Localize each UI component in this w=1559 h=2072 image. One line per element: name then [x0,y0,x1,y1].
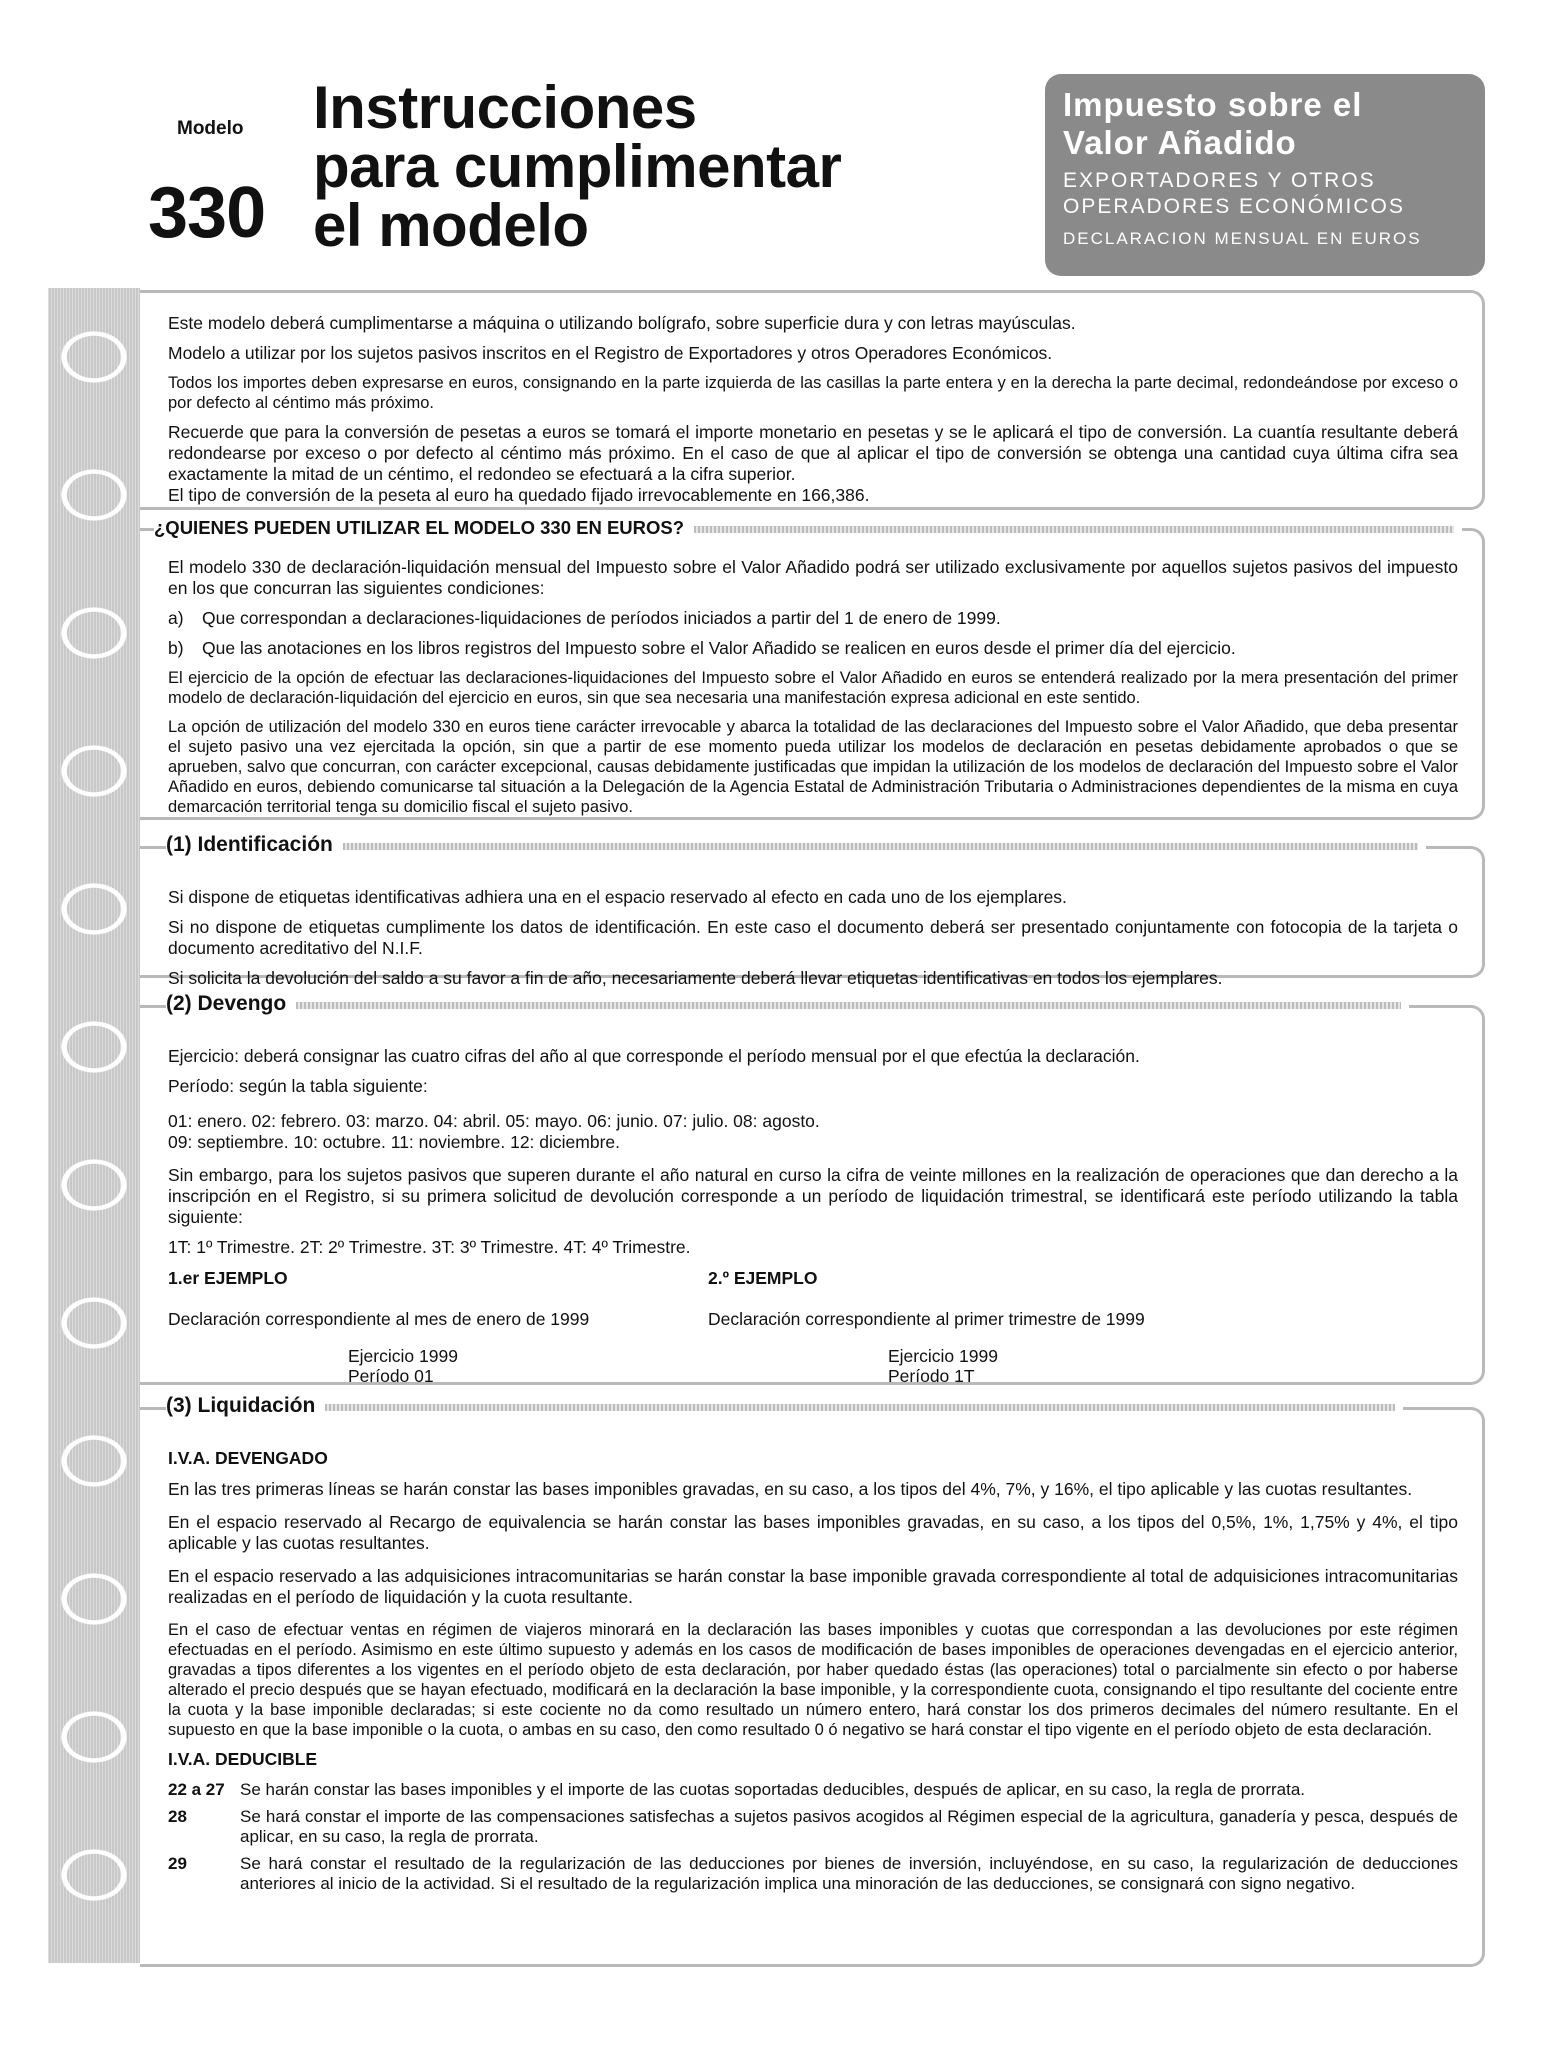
body-paragraph: Si no dispone de etiquetas cumplimente los datos de identificación. En este caso el documento deberá ser presentado conjuntamente con fotocopia de la tarjeta o documento acreditativo del N.I.F. [168,917,1458,958]
body-paragraph: En las tres primeras líneas se harán constar las bases imponibles gravadas, en su caso, a los tipos del 4%, 7%, y 16%, el tipo aplicable y las cuotas resultantes. [168,1479,1413,1499]
section-header [154,512,1462,544]
body-paragraph: La opción de utilización del modelo 330 en euros tiene carácter irrevocable y abarca la totalidad de las declaraciones del Impuesto sobre el Valor Añadido, que deba presentar el sujeto pasivo una vez ejercitada la opción, sin que a partir de ese momento pueda utilizar los modelos de declaración en pesetas debidamente aprobados o que se aprueben, salvo que concurran, con carácter excepcional, causas debidamente justificadas que impidan la utilización de los modelos de declaración del Impuesto sobre el Valor Añadido en euros, debiendo comunicarse tal situación a la Delegación de la Agencia Estatal de Administración Tributaria o Administraciones dependientes de la misma en cuya demarcación territorial tenga su domicilio fiscal el sujeto pasivo. [168,718,1458,816]
intro-section [140,290,1485,510]
quarter-codes: 1T: 1º Trimestre. 2T: 2º Trimestre. 3T: 3º Trimestre. 4T: 4º Trimestre. [168,1237,691,1257]
example-value: Ejercicio 1999 [348,1346,458,1366]
section-header [166,988,1409,1020]
title-line-1: Instrucciones [313,74,697,141]
subsection-title: I.V.A. DEDUCIBLE [168,1749,318,1769]
month-codes: 01: enero. 02: febrero. 03: marzo. 04: abril. 05: mayo. 06: junio. 07: julio. 08: agosto. [168,1111,820,1131]
examples [168,1268,1458,1386]
section-title: (2) Devengo [166,992,287,1015]
body-paragraph: En el espacio reservado al Recargo de equivalencia se harán constar las bases imponibles gravadas, en su caso, a los tipos del 0,5%, 1%, 1,75% y 4%, el tipo aplicable y las cuotas resultantes. [168,1512,1458,1553]
example-title: 1.er EJEMPLO [168,1268,288,1288]
tax-scope-line-2: OPERADORES ECONÓMICOS [1063,195,1405,218]
example-value: Ejercicio 1999 [888,1346,998,1366]
page-title [313,74,842,259]
modelo-number: 330 [148,173,266,253]
liquidacion-section [140,1394,1485,1967]
identificacion-section [140,833,1485,988]
box-instruction: 22 a 27 Se harán constar las bases imponibles y el importe de las cuotas soportadas deducibles, después de aplicar, en su caso, la regla de prorrata. [168,1780,1306,1799]
body-paragraph: Ejercicio: deberá consignar las cuatro cifras del año al que corresponde el período mensual por el que efectúa la declaración. [168,1046,1140,1066]
example-description: Declaración correspondiente al mes de enero de 1999 [168,1309,590,1329]
intro-paragraph: Todos los importes deben expresarse en euros, consignando en la parte izquierda de las casillas la parte entera y en la derecha la parte decimal, redondeándose por exceso o por defecto al céntimo más próximo. [168,374,1458,412]
section-title: (3) Liquidación [166,1394,316,1417]
tax-scope-line-1: EXPORTADORES Y OTROS [1063,169,1376,192]
title-line-3: el modelo [313,192,589,259]
section-title: (1) Identificación [166,833,333,856]
header-rule [296,1002,1401,1009]
body-paragraph: Si dispone de etiquetas identificativas adhiera una en el espacio reservado al efecto en cada uno de los ejemplares. [168,887,1067,907]
section-title: ¿QUIENES PUEDEN UTILIZAR EL MODELO 330 EN EUROS? [154,517,685,538]
section-header [166,1390,1403,1422]
devengo-section [140,992,1485,1386]
body-paragraph: Período: según la tabla siguiente: [168,1076,428,1096]
intro-paragraph: Este modelo deberá cumplimentarse a máquina o utilizando bolígrafo, sobre superficie dura y con letras mayúsculas. [168,313,1076,333]
intro-paragraph: Modelo a utilizar por los sujetos pasivos inscritos en el Registro de Exportadores y otros Operadores Económicos. [168,343,1053,363]
tax-declaration-type: DECLARACION MENSUAL EN EUROS [1063,229,1422,248]
month-codes: 09: septiembre. 10: octubre. 11: noviembre. 12: diciembre. [168,1132,621,1152]
body-paragraph: El ejercicio de la opción de efectuar las declaraciones-liquidaciones del Impuesto sobre el Valor Añadido en euros se entenderá realizado por la mera presentación del primer modelo de declaración-liquidación del ejercicio en euros, sin que sea necesaria una manifestación expresa adicional en este sentido. [168,669,1458,707]
body-paragraph: En el espacio reservado a las adquisiciones intracomunitarias se harán constar la base imponible gravada correspondiente al total de adquisiciones intracomunitarias realizadas en el período de liquidación y la cuota resultante. [168,1566,1458,1607]
section-header [166,829,1426,861]
tax-info-box [1045,74,1485,276]
header-rule [325,1404,1395,1411]
subsection-title: I.V.A. DEVENGADO [168,1448,328,1468]
condition-item: b) Que las anotaciones en los libros registros del Impuesto sobre el Valor Añadido se realicen en euros desde el primer día del ejercicio. [168,638,1236,658]
body-paragraph: El modelo 330 de declaración-liquidación mensual del Impuesto sobre el Valor Añadido podrá ser utilizado exclusivamente por aquellos sujetos pasivos del impuesto en los que concurran las siguientes condiciones: [168,557,1458,598]
decorative-pattern-strip [48,288,140,1963]
quienes-section [140,517,1485,820]
title-line-2: para cumplimentar [313,133,842,200]
example-value: Período 01 [348,1366,434,1386]
header-rule [694,526,1454,533]
example-1 [168,1268,708,1386]
box-instruction: 28 Se hará constar el importe de las compensaciones satisfechas a sujetos pasivos acogidos al Régimen especial de la agricultura, ganadería y pesca, después de aplicar, en su caso, la regla de prorrata. [168,1807,1458,1846]
box-instruction: 29 Se hará constar el resultado de la regularización de las deducciones por bienes de inversión, incluyéndose, en su caso, la regularización de deducciones anteriores al inicio de la actividad. Si el resultado de la regularización implica una minoración de las deducciones, se consignará con signo negativo. [168,1854,1458,1893]
modelo-label: Modelo [177,118,244,139]
intro-paragraph: El tipo de conversión de la peseta al euro ha quedado fijado irrevocablemente en 166,386. [168,485,870,505]
condition-item: a) Que correspondan a declaraciones-liquidaciones de períodos iniciados a partir del 1 de enero de 1999. [168,608,1001,628]
body-paragraph: Si solicita la devolución del saldo a su favor a fin de año, necesariamente deberá llevar etiquetas identificativas en todos los ejemplares. [168,968,1223,988]
body-paragraph: Sin embargo, para los sujetos pasivos que superen durante el año natural en curso la cifra de veinte millones en la realización de operaciones que dan derecho a la inscripción en el Registro, si su primera solicitud de devolución corresponde a un período de liquidación trimestral, se identificará este período utilizando la tabla siguiente: [168,1165,1458,1227]
example-description: Declaración correspondiente al primer trimestre de 1999 [708,1309,1145,1329]
example-value: Período 1T [888,1366,975,1386]
example-2 [708,1268,1248,1386]
example-title: 2.º EJEMPLO [708,1268,818,1288]
tax-name-line-2: Valor Añadido [1063,124,1297,161]
body-paragraph: En el caso de efectuar ventas en régimen de viajeros minorará en la declaración las bases imponibles y cuotas que correspondan a las devoluciones por este régimen efectuadas en el período. Asimismo en este último supuesto y además en los casos de modificación de bases imponibles de operaciones devengadas en el ejercicio anterior, gravadas a tipos diferentes a los vigentes en el período objeto de esta declaración, por haber quedado éstas (las operaciones) total o parcialmente sin efecto o por haberse alterado el precio después que se hayan efectuado, modificará en la declaración la base imponible, y la correspondiente cuota, consignando el tipo resultante del cociente entre la cuota y la base imponible declaradas; si este cociente no da como resultado un número entero, hará constar los dos primeros decimales del número resultante. En el supuesto en que la base imponible o la cuota, o ambas en su caso, den como resultado 0 ó negativo se hará constar el tipo vigente en el período objeto de esta declaración. [168,1621,1458,1739]
intro-paragraph: Recuerde que para la conversión de pesetas a euros se tomará el importe monetario en pesetas y se le aplicará el tipo de conversión. La cuantía resultante deberá redondearse por exceso o por defecto al céntimo más próximo. En el caso de que al aplicar el tipo de conversión se obtenga una cantidad cuya última cifra sea exactamente la mitad de un céntimo, el redondeo se efectuará a la cifra superior. [168,422,1458,484]
tax-name-line-1: Impuesto sobre el [1063,86,1363,123]
header-rule [343,843,1418,850]
